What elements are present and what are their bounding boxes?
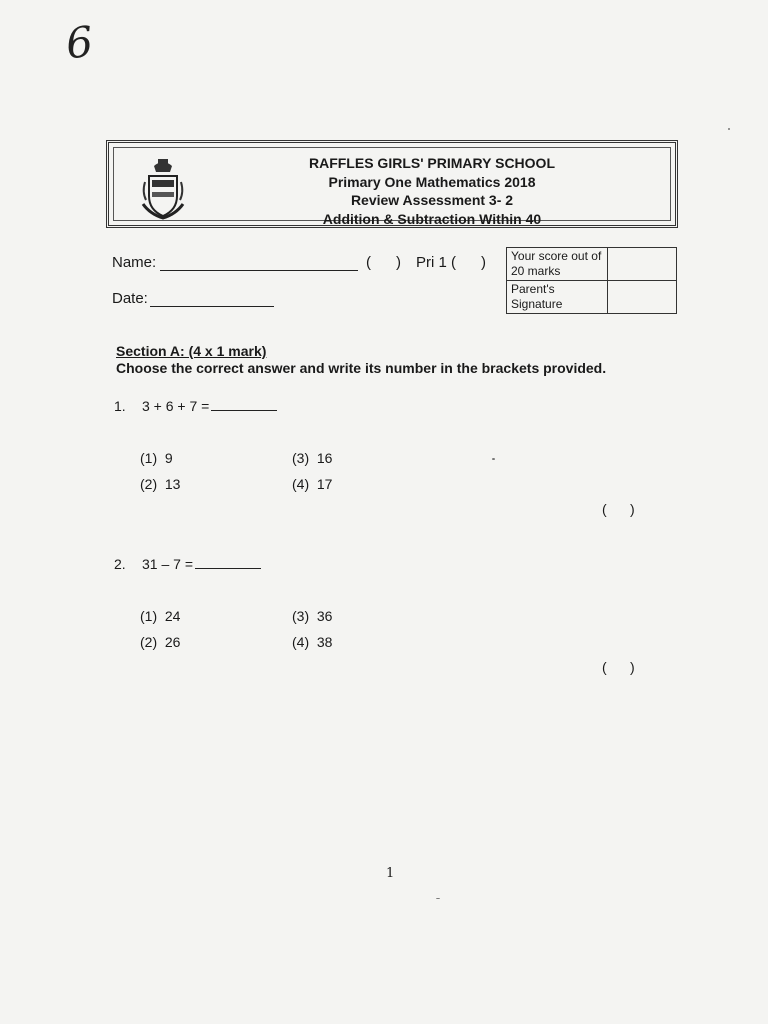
question-expression: [142, 556, 261, 572]
header-text: [204, 154, 660, 228]
question-expression-text: 31 – 7 =: [142, 556, 193, 572]
score-table: [506, 247, 677, 314]
question-expression-text: 3 + 6 + 7 =: [142, 398, 210, 414]
name-field[interactable]: [160, 256, 358, 271]
scan-speck: [436, 898, 440, 899]
page-number: 1: [386, 866, 395, 881]
signature-label: Parent's Signature: [507, 281, 608, 314]
subject-title: Primary One Mathematics 2018: [328, 173, 536, 190]
score-box[interactable]: [608, 248, 677, 281]
signature-row: [507, 281, 677, 314]
option-1: (1) 24: [140, 608, 181, 624]
date-field[interactable]: [150, 292, 274, 307]
option-2: (2) 13: [140, 476, 181, 492]
school-name: RAFFLES GIRLS' PRIMARY SCHOOL: [308, 155, 555, 171]
class-field[interactable]: Pri 1 ( ): [416, 254, 487, 271]
register-number-field[interactable]: ( ): [366, 254, 401, 271]
header-box: [106, 140, 678, 228]
section-instruction: Choose the correct answer and write its number in the brackets provided.: [116, 360, 607, 376]
score-label: Your score out of 20 marks: [507, 248, 608, 281]
answer-brackets[interactable]: ( ): [602, 659, 635, 675]
scan-speck: [492, 458, 495, 460]
assessment-title: Review Assessment 3- 2: [350, 192, 514, 208]
header-inner-frame: [113, 147, 671, 227]
name-label: Name:: [112, 254, 157, 271]
section-title: Section A: (4 x 1 mark): [116, 343, 267, 359]
handwritten-page-mark: 6: [63, 16, 96, 69]
scan-speck: [728, 128, 730, 130]
option-3: (3) 16: [292, 450, 333, 466]
option-1: (1) 9: [140, 450, 173, 466]
topic-title: Addition & Subtraction Within 40: [322, 210, 542, 227]
question-number: 2.: [114, 556, 126, 572]
date-label: Date:: [112, 290, 148, 307]
score-row: [507, 248, 677, 281]
signature-box[interactable]: [608, 281, 677, 314]
option-3: (3) 36: [292, 608, 333, 624]
answer-blank[interactable]: [211, 398, 277, 411]
option-2: (2) 26: [140, 634, 181, 650]
option-4: (4) 17: [292, 476, 333, 492]
option-4: (4) 38: [292, 634, 333, 650]
answer-brackets[interactable]: ( ): [602, 501, 635, 517]
question-number: 1.: [114, 398, 126, 414]
school-crest-icon: [140, 156, 186, 222]
question-expression: [142, 398, 277, 414]
answer-blank[interactable]: [195, 556, 261, 569]
